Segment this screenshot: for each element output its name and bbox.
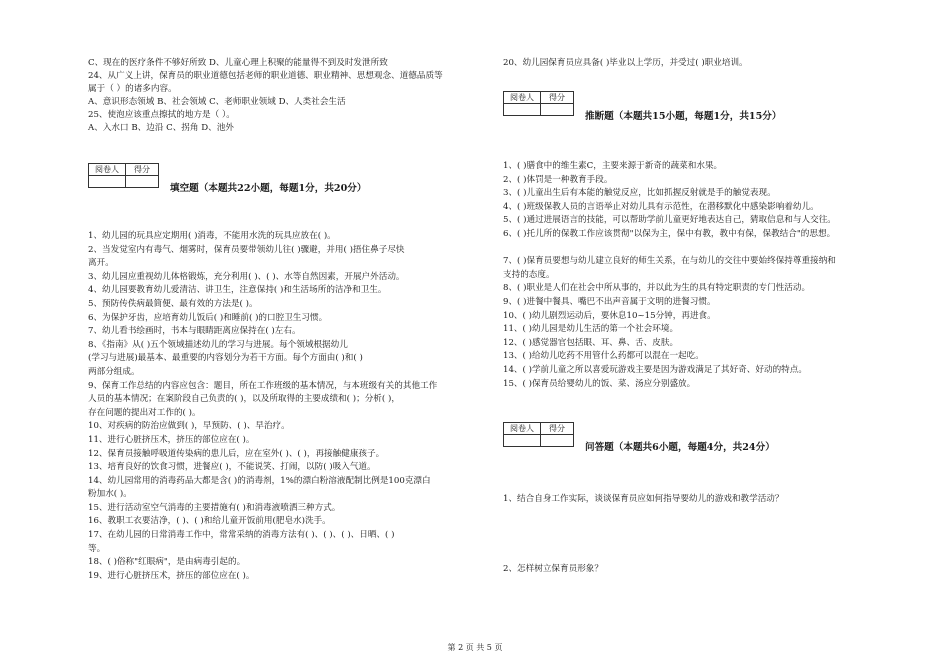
judge-line: 15、( )保育员给婴幼儿的饭、菜、汤应分别盛放。 (503, 378, 696, 389)
judge-line: 13、( )给幼儿吃药不用管什么药都可以混在一起吃。 (503, 351, 704, 362)
fill-line: 13、培育良好的饮食习惯，进餐应( )，不能说笑、打闹，以防( )吸入气道。 (88, 462, 376, 473)
reviewer-label: 阅卷人 (504, 92, 541, 104)
fill-line: 两部分组成。 (88, 366, 140, 377)
judge-line: 2、( )体罚是一种教育手段。 (503, 174, 613, 185)
judge-line: 5、( )通过进展语言的技能，可以帮助学前儿童更好地表达自己，猜取信息和与人交往。 (503, 215, 836, 226)
fill-line: 2、当发觉室内有毒气、烟雾时，保育员要带领幼儿往( )骤避，并用( )捂住鼻子尽快 (88, 244, 405, 255)
question-line: C、现在的医疗条件不够好所致 D、儿童心理上积聚的能量得不到及时发泄所致 (88, 58, 388, 68)
judge-line: 3、( )儿童出生后有本能的触觉反应，比如抓握反射就是手的触觉表现。 (503, 188, 776, 199)
fill-line: 11、进行心脏挤压术，挤压的部位应在( )。 (88, 434, 255, 445)
reviewer-label: 阅卷人 (89, 164, 126, 176)
fill-line: 离开。 (88, 258, 114, 269)
fill-line: (学习与进展)最基本、最重要的内容划分为若干方面。每个方面由( )和( ) (88, 353, 363, 364)
fill-line: 等。 (88, 543, 106, 554)
fill-line: 4、幼儿园要教育幼儿爱清洁、讲卫生，注意保持( )和生活场所的洁净和卫生。 (88, 285, 387, 296)
fill-section-title: 填空题（本题共22小题，每题1分，共20分） (170, 183, 367, 194)
qa-section-title: 问答题（本题共6小题，每题4分，共24分） (585, 442, 775, 453)
score-label: 得分 (126, 164, 159, 176)
fill-section-body (88, 230, 488, 583)
fill-line: 7、幼儿看书绘画时，书本与眼睛距离应保持在( )左右。 (88, 326, 301, 337)
right-column-top (503, 57, 908, 70)
judge-line: 6、( )托儿所的保教工作应该贯彻"以保为主，保中有教，教中有保，保教结合"的思想。 (503, 228, 836, 239)
question-line: 属于（ ）的诸多内容。 (88, 84, 177, 94)
fill-line: 存在问题的提出对工作的( )。 (88, 407, 201, 418)
fill-line: 10、对疾病的防治应做到( )，早预防、( )、早治疗。 (88, 421, 290, 432)
score-box-fill (88, 163, 159, 188)
fill-line: 18、( )俗称"红眼病"，是由病毒引起的。 (88, 557, 246, 568)
judge-line: 7、( )保育员要想与幼儿建立良好的师生关系，在与幼儿的交往中要始终保持尊重接纳和 (503, 256, 836, 267)
question-line: A、入水口 B、边沿 C、拐角 D、池外 (88, 123, 234, 133)
judge-line: 9、( )进餐中餐具、嘴巴不出声音属于文明的进餐习惯。 (503, 296, 716, 307)
reviewer-cell (89, 176, 126, 188)
judge-spacer (503, 242, 908, 256)
judge-line: 12、( )感觉器官包括眼、耳、鼻、舌、皮肤。 (503, 337, 679, 348)
fill-line: 16、教职工衣要洁净，( )、( )和给儿童开饭前用(肥皂水)洗手。 (88, 516, 331, 527)
left-column-top (88, 57, 488, 135)
fill-line: 粉加水( )。 (88, 489, 132, 500)
fill-line: 1、幼儿园的玩具应定期用( )消毒，不能用水洗的玩具应放在( )。 (88, 231, 336, 241)
judge-section-title: 推断题（本题共15小题，每题1分，共15分） (585, 111, 782, 122)
reviewer-cell (504, 104, 541, 116)
fill-line: 19、进行心脏挤压术，挤压的部位应在( )。 (88, 570, 255, 581)
fill-line: 15、进行活动室空气消毒的主要措施有( )和消毒液喷洒三种方式。 (88, 502, 341, 513)
qa-line: 2、怎样树立保育员形象？ (503, 564, 603, 574)
fill-line: 14、幼儿园常用的消毒药品大都是含( )的消毒剂，1%的漂白粉溶液配制比例是100克漂白 (88, 475, 431, 486)
fill-line: 6、为保护牙齿，应培育幼儿饭后( )和睡前( )的口腔卫生习惯。 (88, 312, 328, 323)
qa-line: 1、结合自身工作实际，谈谈保育员应如何指导要幼儿的游戏和教学活动？ (503, 494, 784, 504)
judge-line: 11、( )幼儿园是幼儿生活的第一个社会环境。 (503, 324, 679, 335)
score-cell (126, 176, 159, 188)
question-line: 20、幼儿园保育员应具备( )毕业以上学历，并受过( )职业培训。 (503, 58, 748, 68)
fill-line: 17、在幼儿园的日常消毒工作中，常常采纳的消毒方法有( )、( )、( )、日晒、( ) (88, 530, 395, 541)
fill-line: 12、保育员接触呼吸道传染病的患儿后，应在室外( )、( )，再接触健康孩子。 (88, 448, 385, 459)
question-line: 24、从广义上讲，保育员的职业道德包括老师的职业道德、职业精神、思想观念、道德品质等 (88, 71, 443, 81)
judge-line: 14、( )学前儿童之所以喜爱玩游戏主要是因为游戏满足了其好奇、好动的特点。 (503, 364, 807, 375)
score-box-judge (503, 91, 574, 116)
page-footer: 第 2 页 共 5 页 (447, 643, 503, 652)
judge-line: 支持的态度。 (503, 269, 555, 280)
fill-line: 8、《指南》从( )五个领域描述幼儿的学习与进展。每个领域根据幼儿 (88, 339, 348, 350)
reviewer-label: 阅卷人 (504, 423, 541, 435)
qa-question-1 (503, 493, 908, 506)
score-cell (541, 104, 574, 116)
question-line: A、意识形态领域 B、社会领域 C、老师职业领域 D、人类社会生活 (88, 97, 346, 107)
judge-line: 4、( )班级保教人员的言语举止对幼儿具有示范性，在潜移默化中感染影响着幼儿。 (503, 201, 819, 212)
judge-line: 1、( )膳食中的维生素C，主要来源于新奇的蔬菜和水果。 (503, 161, 723, 171)
fill-line: 3、幼儿园应重视幼儿体格锻炼，充分利用( )、( )、水等自然因素，开展户外活动。 (88, 271, 405, 282)
question-line: 25、使泡应该重点擦拭的地方是（ ）。 (88, 110, 235, 120)
judge-line: 8、( )职业是人们在社会中所从事的，并以此为生的具有特定职责的专门性活动。 (503, 283, 811, 294)
reviewer-cell (504, 435, 541, 447)
fill-line: 5、预防传佚病最简便、最有效的方法是( )。 (88, 298, 258, 309)
fill-line: 人员的基本情况；在案阶段自己负责的( )，以及所取得的主要成绩和( )；分析( )， (88, 394, 400, 405)
qa-question-2 (503, 563, 908, 576)
score-cell (541, 435, 574, 447)
score-label: 得分 (541, 423, 574, 435)
score-box-qa (503, 422, 574, 447)
score-label: 得分 (541, 92, 574, 104)
judge-section-body (503, 160, 908, 391)
judge-line: 10、( )幼儿剧烈运动后，要休息10~15分钟，再进食。 (503, 310, 716, 321)
fill-line: 9、保育工作总结的内容应包含：题目，所在工作班级的基本情况，与本班级有关的其他工作 (88, 380, 438, 391)
